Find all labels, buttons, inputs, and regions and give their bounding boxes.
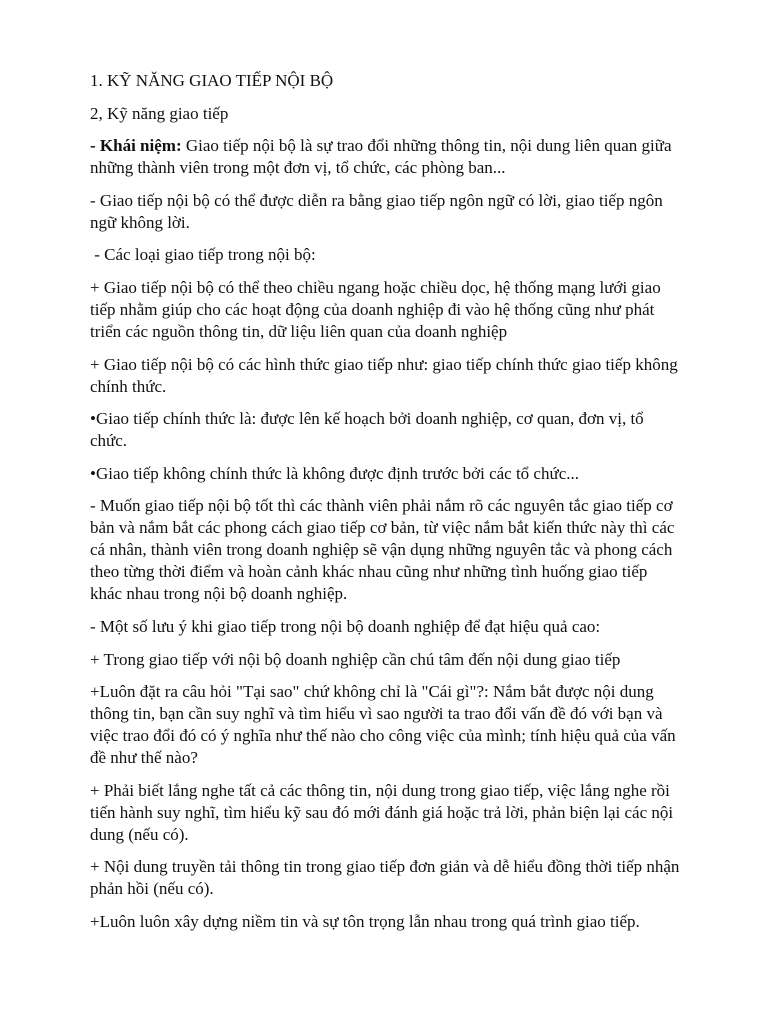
paragraph-note-why: +Luôn đặt ra câu hỏi "Tại sao" chứ không chỉ là "Cái gì"?: Nắm bắt được nội dung thông tin, bạn cần suy nghĩ và tìm hiểu vì sao người ta trao đổi vấn đề đó với bạn và việc trao đổi đó có ý nghĩa như thế nào cho công việc của mình; tính hiệu quả của vấn đề như thế nào? <box>90 682 676 768</box>
paragraph-note-listen: + Phải biết lắng nghe tất cả các thông tin, nội dung trong giao tiếp, việc lắng nghe rồi tiến hành suy nghĩ, tìm hiểu kỹ sau đó mới đánh giá hoặc trả lời, phản biện lại các nội dung (nếu có). <box>90 780 674 844</box>
paragraph-principles: - Muốn giao tiếp nội bộ tốt thì các thành viên phải nắm rõ các nguyên tắc giao tiếp cơ bản và nắm bắt các phong cách giao tiếp cơ bản, từ việc nắm bắt kiến thức này thì các cá nhân, thành viên trong doanh nghiệp sẽ vận dụng những nguyên tắc và phong cách theo từng thời điểm và hoàn cảnh khác nhau cũng như những tình huống giao tiếp khác nhau trong nội bộ doanh nghiệp. <box>90 496 675 604</box>
paragraph-horizontal-vertical: + Giao tiếp nội bộ có thể theo chiều ngang hoặc chiều dọc, hệ thống mạng lưới giao tiếp nhằm giúp cho các hoạt động của doanh nghiệp đi vào hệ thống cũng như phát triển các nguồn thông tin, dữ liệu liên quan của doanh nghiệp <box>90 277 661 341</box>
paragraph-forms: + Giao tiếp nội bộ có các hình thức giao tiếp như: giao tiếp chính thức giao tiếp không chính thức. <box>90 354 678 396</box>
concept-text: Giao tiếp nội bộ là sự trao đổi những thông tin, nội dung liên quan giữa những thành viên trong một đơn vị, tổ chức, các phòng ban... <box>90 136 672 178</box>
paragraph-note-trust: +Luôn luôn xây dựng niềm tin và sự tôn trọng lẫn nhau trong quá trình giao tiếp. <box>90 911 640 931</box>
paragraph-note-content: + Trong giao tiếp với nội bộ doanh nghiệp cần chú tâm đến nội dung giao tiếp <box>90 649 621 669</box>
paragraph-types-heading: - Các loại giao tiếp trong nội bộ: <box>90 245 316 265</box>
paragraph-informal: •Giao tiếp không chính thức là không được định trước bởi các tổ chức... <box>90 463 579 483</box>
concept-label: - Khái niệm: <box>90 136 182 156</box>
paragraph-notes-heading: - Một số lưu ý khi giao tiếp trong nội bộ doanh nghiệp để đạt hiệu quả cao: <box>90 616 601 636</box>
document-subheading: 2, Kỹ năng giao tiếp <box>90 103 229 123</box>
concept-paragraph <box>90 135 680 179</box>
paragraph-note-simple: + Nội dung truyền tải thông tin trong giao tiếp đơn giản và dễ hiểu đồng thời tiếp nhận phản hồi (nếu có). <box>90 857 680 899</box>
document-heading: 1. KỸ NĂNG GIAO TIẾP NỘI BỘ <box>90 71 334 90</box>
paragraph-spoken-nonverbal: - Giao tiếp nội bộ có thể được diễn ra bằng giao tiếp ngôn ngữ có lời, giao tiếp ngôn ngữ không lời. <box>90 190 663 232</box>
paragraph-formal: •Giao tiếp chính thức là: được lên kế hoạch bởi doanh nghiệp, cơ quan, đơn vị, tổ chức. <box>90 409 644 451</box>
